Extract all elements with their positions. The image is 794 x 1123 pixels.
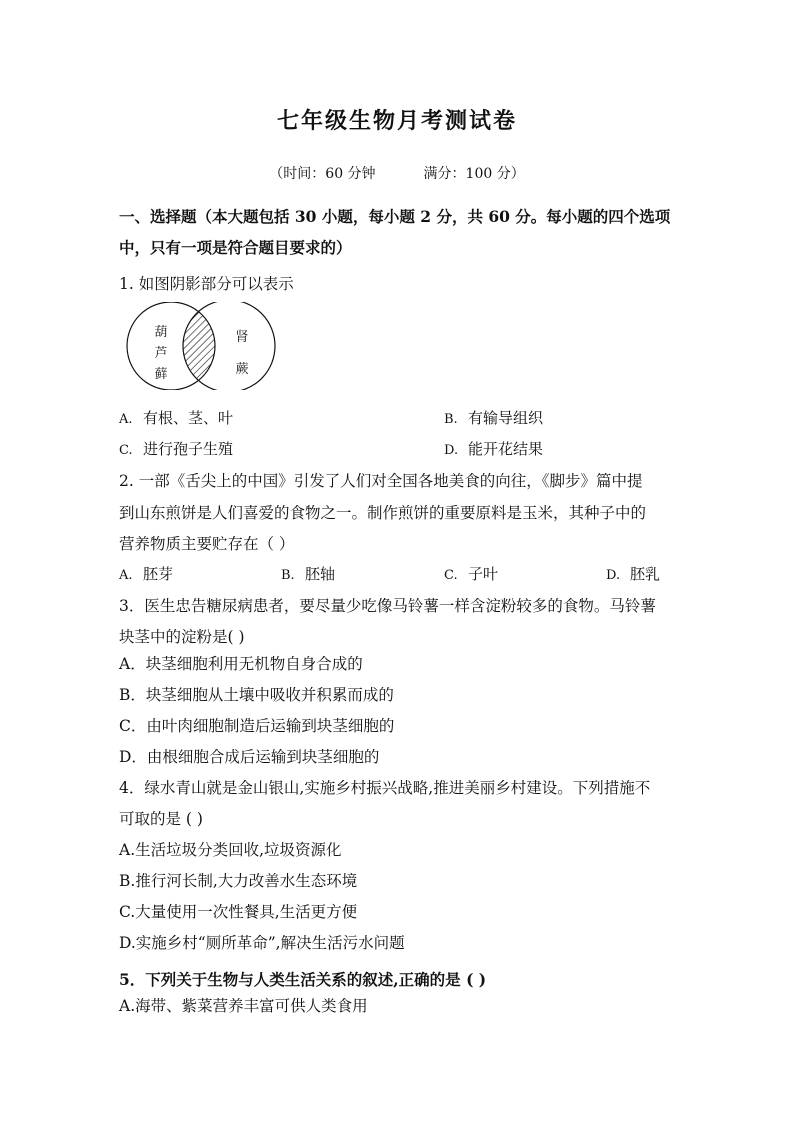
venn-diagram-svg bbox=[124, 302, 276, 390]
q3-option-c: C．由叶肉细胞制造后运输到块茎细胞的 bbox=[119, 717, 395, 735]
venn-overlap-shaded bbox=[183, 302, 275, 390]
venn-right-label: 肾 蕨 bbox=[235, 330, 249, 377]
q2-option-b: B. 胚轴 bbox=[281, 565, 336, 583]
q1-option-d: D. 能开花结果 bbox=[444, 440, 544, 458]
q3-option-b: B．块茎细胞从土壤中吸收并积累而成的 bbox=[119, 686, 394, 704]
exam-info bbox=[0, 163, 794, 183]
q2-line-1: 2. 一部《舌尖上的中国》引发了人们对全国各地美食的向往，《脚步》篇中提 bbox=[119, 472, 643, 490]
q5-stem: 5．下列关于生物与人类生活关系的叙述,正确的是 ( ) bbox=[119, 970, 487, 989]
venn-left-label: 葫 芦 藓 bbox=[154, 325, 168, 382]
q2-option-d: D. 胚乳 bbox=[606, 565, 661, 583]
q4-line-2: 可取的是 ( ) bbox=[119, 810, 203, 828]
q1-stem: 1. 如图阴影部分可以表示 bbox=[119, 275, 294, 293]
q2-option-a: A. 胚芽 bbox=[119, 565, 174, 583]
exam-score: 满分：100 分） bbox=[423, 166, 525, 182]
section-heading-line-1: 一、选择题（本大题包括 30 小题，每小题 2 分，共 60 分。每小题的四个选项 bbox=[119, 207, 671, 226]
q5-option-a: A.海带、紫菜营养丰富可供人类食用 bbox=[119, 997, 368, 1015]
venn-diagram bbox=[124, 302, 276, 390]
q4-line-1: 4．绿水青山就是金山银山,实施乡村振兴战略,推进美丽乡村建设。下列措施不 bbox=[119, 779, 651, 797]
q3-line-1: 3．医生忠告糖尿病患者，要尽量少吃像马铃薯一样含淀粉较多的食物。马铃薯 bbox=[119, 597, 656, 615]
q2-option-c: C. 子叶 bbox=[444, 565, 499, 583]
q2-line-3: 营养物质主要贮存在（ ） bbox=[119, 535, 295, 553]
q3-line-2: 块茎中的淀粉是( ) bbox=[119, 628, 245, 646]
q1-option-c: C. 进行孢子生殖 bbox=[119, 440, 234, 458]
q3-option-d: D．由根细胞合成后运输到块茎细胞的 bbox=[119, 748, 380, 766]
section-heading-line-2: 中，只有一项是符合题目要求的） bbox=[119, 238, 352, 257]
q4-option-c: C.大量使用一次性餐具,生活更方便 bbox=[119, 903, 358, 921]
q2-line-2: 到山东煎饼是人们喜爱的食物之一。制作煎饼的重要原料是玉米，其种子中的 bbox=[119, 504, 647, 522]
q4-option-b: B.推行河长制,大力改善水生态环境 bbox=[119, 872, 358, 890]
exam-time: （时间：60 分钟 bbox=[269, 166, 376, 182]
q4-option-a: A.生活垃圾分类回收,垃圾资源化 bbox=[119, 841, 342, 859]
page-title: 七年级生物月考测试卷 bbox=[276, 108, 517, 134]
q4-option-d: D.实施乡村“厕所革命”,解决生活污水问题 bbox=[119, 934, 405, 952]
q3-option-a: A．块茎细胞利用无机物自身合成的 bbox=[119, 655, 363, 673]
q1-option-b: B. 有输导组织 bbox=[444, 409, 544, 427]
q1-option-a: A. 有根、茎、叶 bbox=[119, 409, 234, 427]
